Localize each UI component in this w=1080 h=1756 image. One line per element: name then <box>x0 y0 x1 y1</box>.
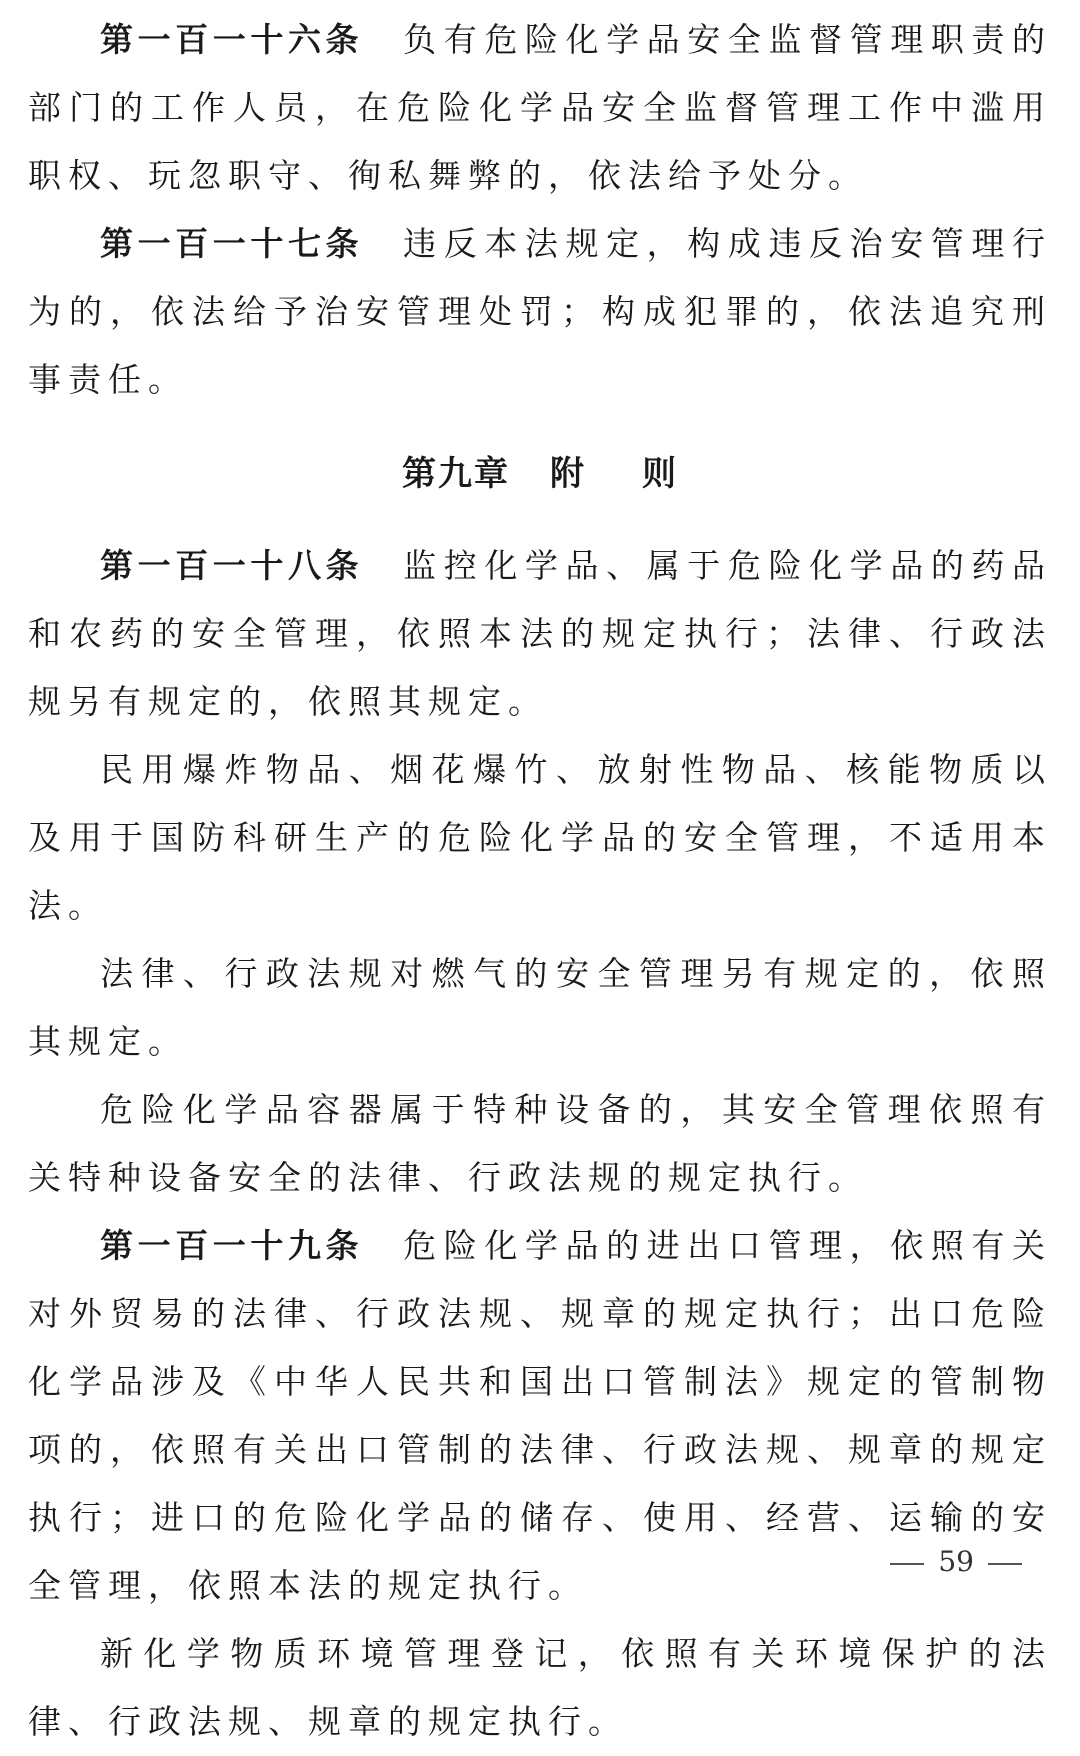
article-118-paragraph-1: 监控化学品、属于危险化学品的药品和农药的安全管理，依照本法的规定执行；法律、行政法规另有规定的，依照其规定。 <box>28 546 1053 721</box>
chapter-name-part2: 则 <box>642 454 678 494</box>
article-117-title: 第一百一十七条 <box>100 224 364 263</box>
article-116 <box>28 6 1052 210</box>
dash-left <box>890 1563 924 1565</box>
article-119-title: 第一百一十九条 <box>100 1226 364 1265</box>
article-119-paragraph-1: 危险化学品的进出口管理，依照有关对外贸易的法律、行政法规、规章的规定执行；出口危险化学品涉及《中华人民共和国出口管制法》规定的管制物项的，依照有关出口管制的法律、行政法规、规章的规定执行；进口的危险化学品的储存、使用、经营、运输的安全管理，依照本法的规定执行。 <box>28 1226 1053 1605</box>
chapter-name-part1: 附 <box>550 454 586 494</box>
article-116-title: 第一百一十六条 <box>100 20 364 59</box>
article-119-paragraph-2: 新化学物质环境管理登记，依照有关环境保护的法律、行政法规、规章的规定执行。 <box>28 1634 1052 1741</box>
article-117 <box>28 210 1052 414</box>
article-118 <box>28 532 1052 736</box>
dash-right <box>988 1563 1022 1565</box>
chapter-number: 第九章 <box>402 454 510 494</box>
page-number <box>876 1546 1036 1578</box>
article-118-paragraph-3: 法律、行政法规对燃气的安全管理另有规定的，依照其规定。 <box>28 954 1052 1061</box>
article-118-paragraph-2: 民用爆炸物品、烟花爆竹、放射性物品、核能物质以及用于国防科研生产的危险化学品的安全管理，不适用本法。 <box>28 750 1052 925</box>
article-118-title: 第一百一十八条 <box>100 546 364 585</box>
page-number-text: 59 <box>938 1545 974 1578</box>
article-118-paragraph-4: 危险化学品容器属于特种设备的，其安全管理依照有关特种设备安全的法律、行政法规的规定执行。 <box>28 1090 1052 1197</box>
article-117-text: 违反本法规定，构成违反治安管理行为的，依法给予治安管理处罚；构成犯罪的，依法追究刑事责任。 <box>28 224 1053 399</box>
article-116-text: 负有危险化学品安全监督管理职责的部门的工作人员，在危险化学品安全监督管理工作中滥用职权、玩忽职守、徇私舞弊的，依法给予处分。 <box>28 20 1053 195</box>
chapter-heading <box>28 444 1052 504</box>
